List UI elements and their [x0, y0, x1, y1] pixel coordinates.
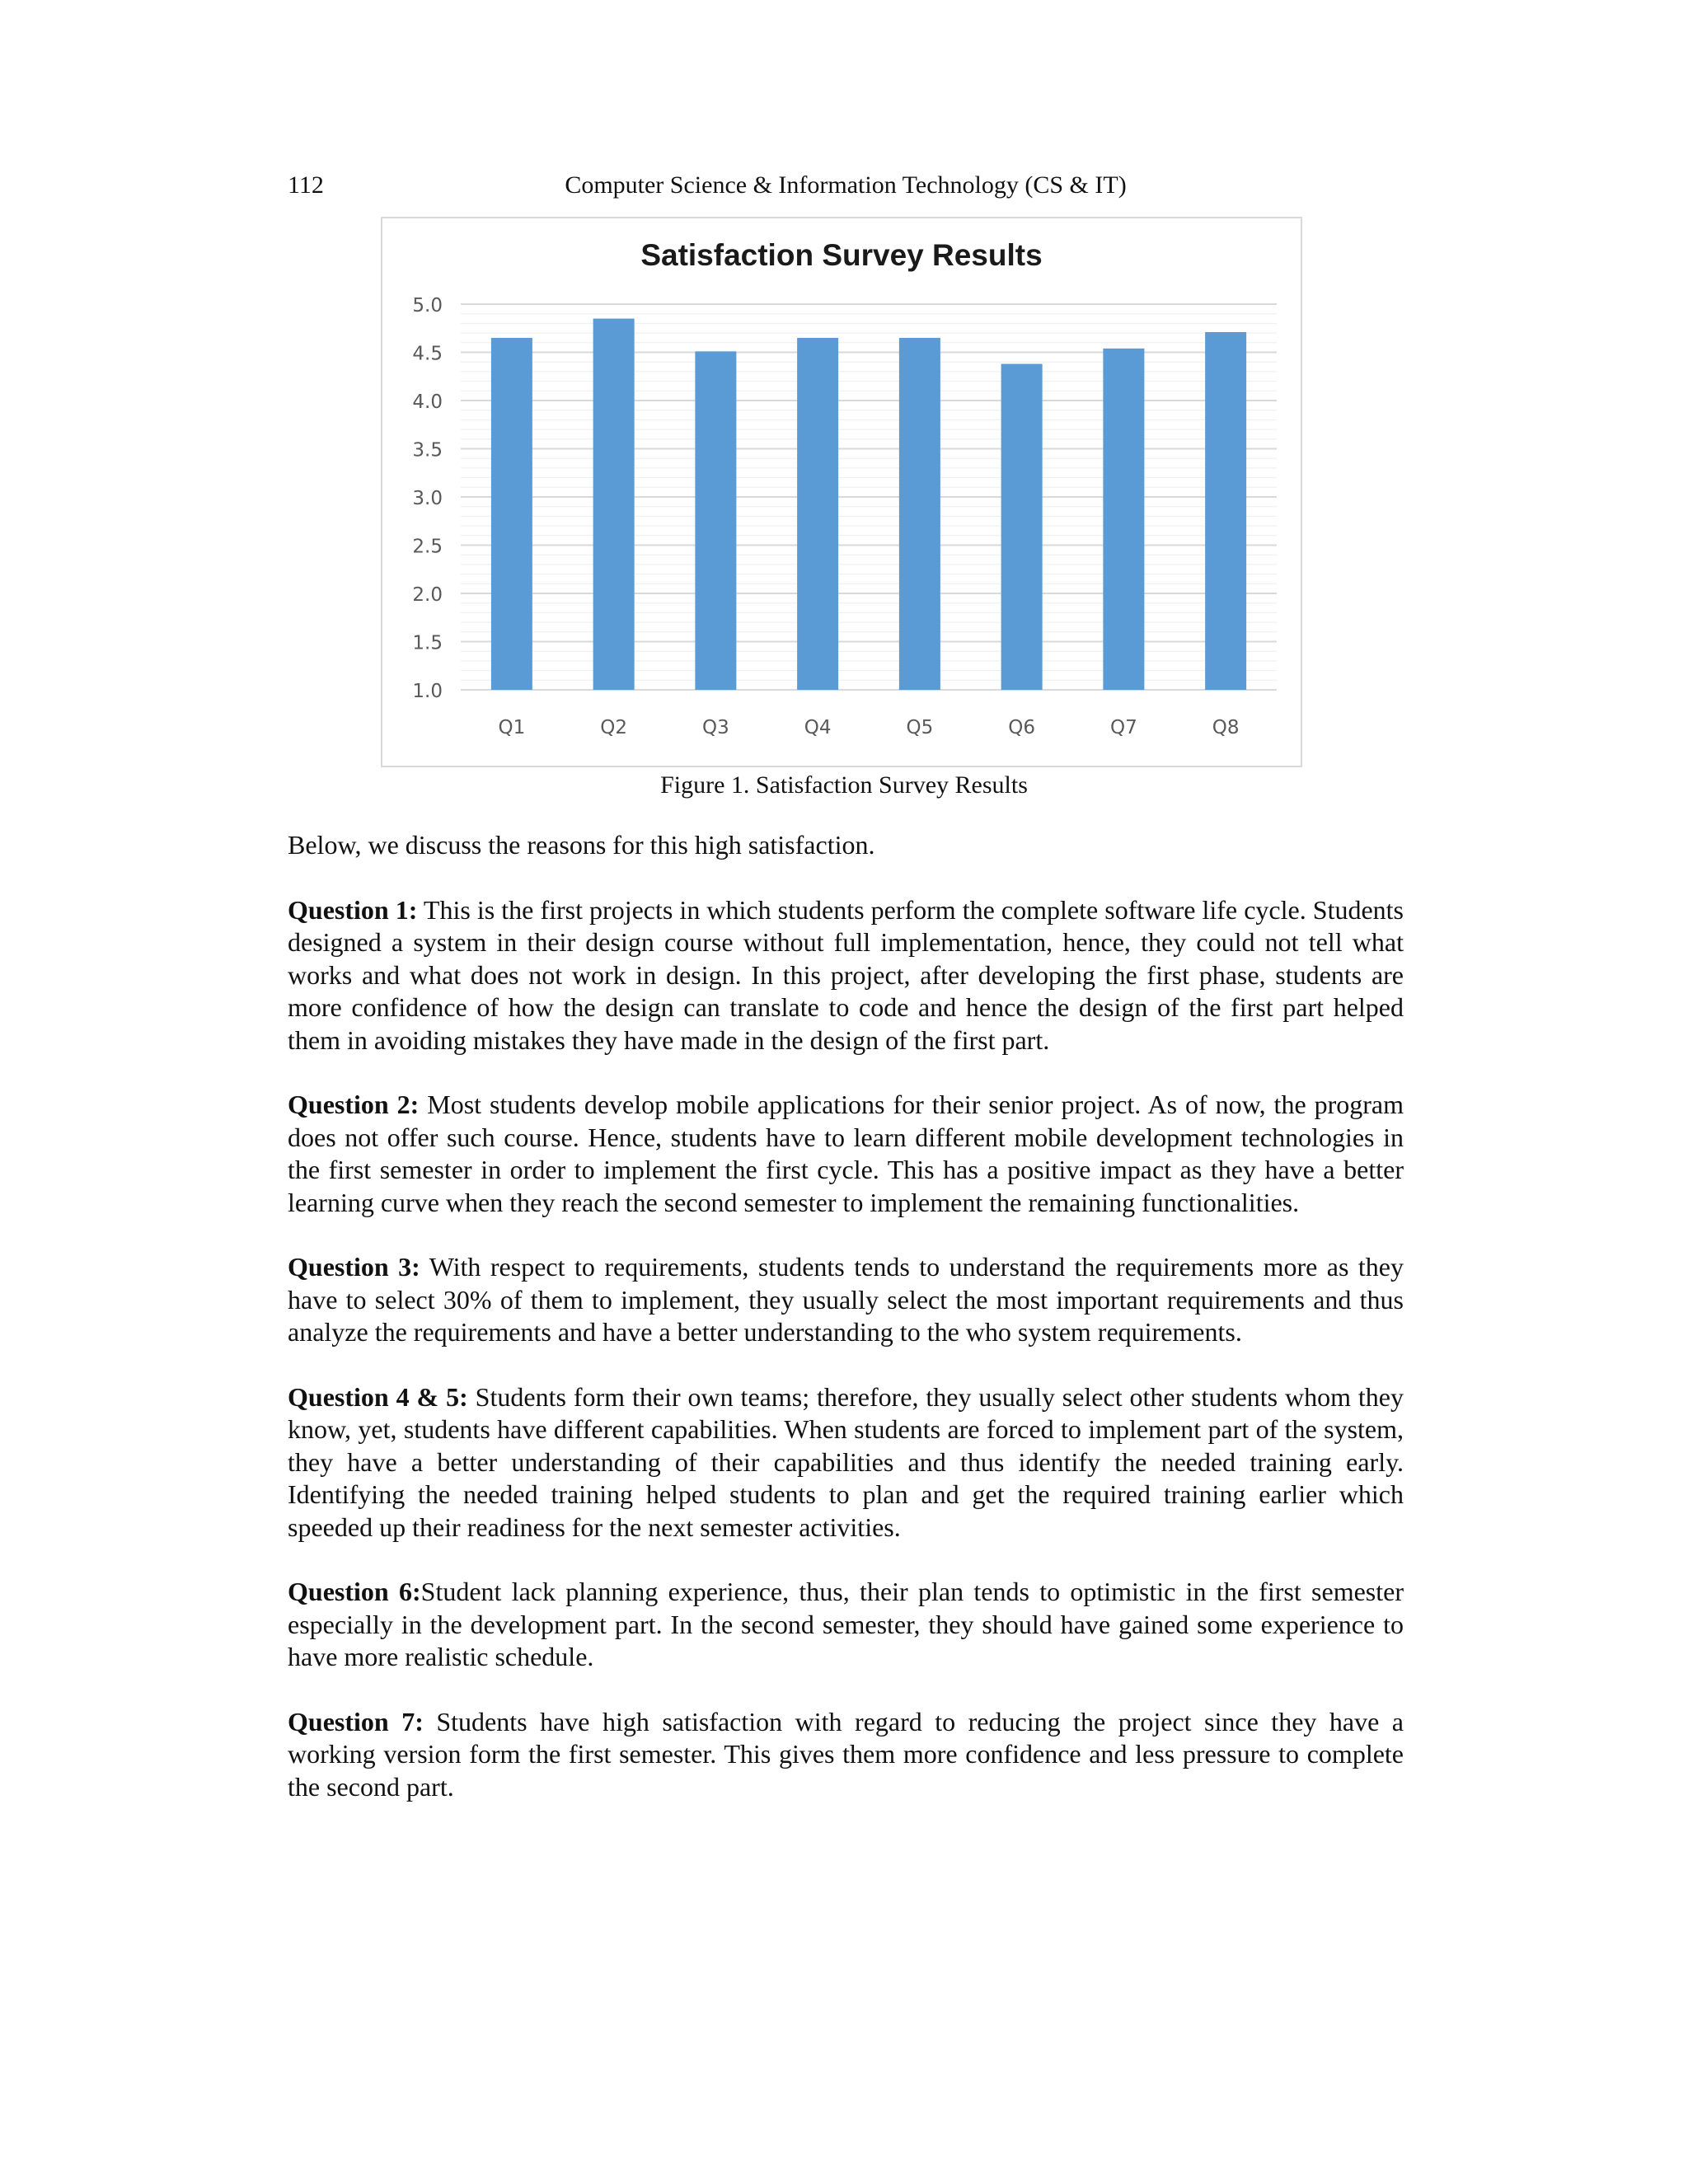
y-tick-label: 2.0 — [412, 584, 443, 606]
intro-paragraph: Below, we discuss the reasons for this high satisfaction. — [288, 830, 875, 860]
y-tick-label: 4.0 — [412, 391, 443, 413]
question-label: Question 7: — [288, 1706, 424, 1736]
running-title: Computer Science & Information Technology (CS & IT) — [565, 171, 1127, 199]
figure-caption: Figure 1. Satisfaction Survey Results — [660, 771, 1028, 799]
x-tick-label: Q2 — [600, 717, 627, 738]
bar-q6 — [1001, 364, 1043, 690]
question-6-paragraph — [288, 1576, 1404, 1674]
bar-q5 — [899, 338, 940, 690]
question-3-paragraph — [288, 1251, 1404, 1349]
y-tick-label: 1.0 — [412, 681, 443, 702]
page-header — [288, 171, 1404, 208]
y-tick-label: 4.5 — [412, 343, 443, 365]
bar-q7 — [1103, 349, 1144, 690]
y-tick-label: 5.0 — [412, 295, 443, 316]
x-tick-label: Q7 — [1110, 717, 1137, 738]
question-label: Question 6: — [288, 1577, 421, 1606]
y-tick-label: 3.0 — [412, 488, 443, 509]
bar-q8 — [1205, 332, 1246, 690]
y-tick-label: 1.5 — [412, 632, 443, 654]
body-text — [288, 829, 1404, 1835]
bar-chart — [381, 217, 1302, 767]
question-label: Question 4 & 5: — [288, 1381, 468, 1412]
question-1-paragraph — [288, 894, 1404, 1057]
x-tick-label: Q5 — [906, 717, 934, 738]
question-label: Question 3: — [288, 1252, 420, 1282]
question-text: With respect to requirements, students tends to understand the requirements more as they have to select 30% of them to implement, they usually select the most important requirements and thus analyze the requirements and have a better understanding to the who system requirements. — [288, 1252, 1404, 1347]
question-text: This is the first projects in which students perform the complete software life cycle. Students designed a system in their design course without full implementation, hence, they could not tell what works and what does not work in design. In this project, after developing the first phase, students are more confidence of how the design can translate to code and hence the design of the first part helped them in avoiding mistakes they have made in the design of the first part. — [288, 894, 1404, 1055]
y-tick-label: 2.5 — [412, 536, 443, 558]
bar-q3 — [695, 351, 736, 690]
question-7-paragraph — [288, 1706, 1404, 1804]
x-tick-label: Q4 — [804, 717, 832, 738]
question-text: Most students develop mobile applications for their senior project. As of now, the program does not offer such course. Hence, students have to learn different mobile development technologies in the first semester in order to implement the first cycle. This has a positive impact as they have a better learning curve when they reach the second semester to implement the remaining functionalities. — [288, 1090, 1404, 1217]
x-tick-label: Q8 — [1212, 717, 1240, 738]
question-text: Students form their own teams; therefore, they usually select other students whom they know, yet, students have different capabilities. When students are forced to implement part of the system, they have a better understanding of their capabilities and thus identify the needed training early. Identifying the needed training helped students to plan and get the required training earlier which speeded up their readiness for the next semester activities. — [288, 1381, 1404, 1542]
bar-q1 — [491, 338, 532, 690]
question-text: Students have high satisfaction with regard to reducing the project since they have a working version form the first semester. This gives them more confidence and less pressure to complete the second part. — [288, 1706, 1404, 1802]
question-2-paragraph — [288, 1089, 1404, 1219]
y-tick-label: 3.5 — [412, 439, 443, 462]
question-text: Student lack planning experience, thus, their plan tends to optimistic in the first semester especially in the development part. In the second semester, they should have gained some experience to have more realistic schedule. — [288, 1577, 1404, 1671]
page-number: 112 — [288, 171, 324, 199]
bar-q2 — [593, 319, 635, 690]
question-label: Question 1: — [288, 894, 418, 925]
question-4-5-paragraph — [288, 1381, 1404, 1544]
question-label: Question 2: — [288, 1090, 420, 1119]
x-tick-label: Q1 — [498, 717, 526, 738]
x-tick-label: Q3 — [702, 717, 729, 738]
chart-title: Satisfaction Survey Results — [640, 238, 1043, 272]
chart-plot — [382, 218, 1301, 766]
bar-q4 — [797, 338, 838, 690]
x-tick-label: Q6 — [1008, 717, 1035, 738]
